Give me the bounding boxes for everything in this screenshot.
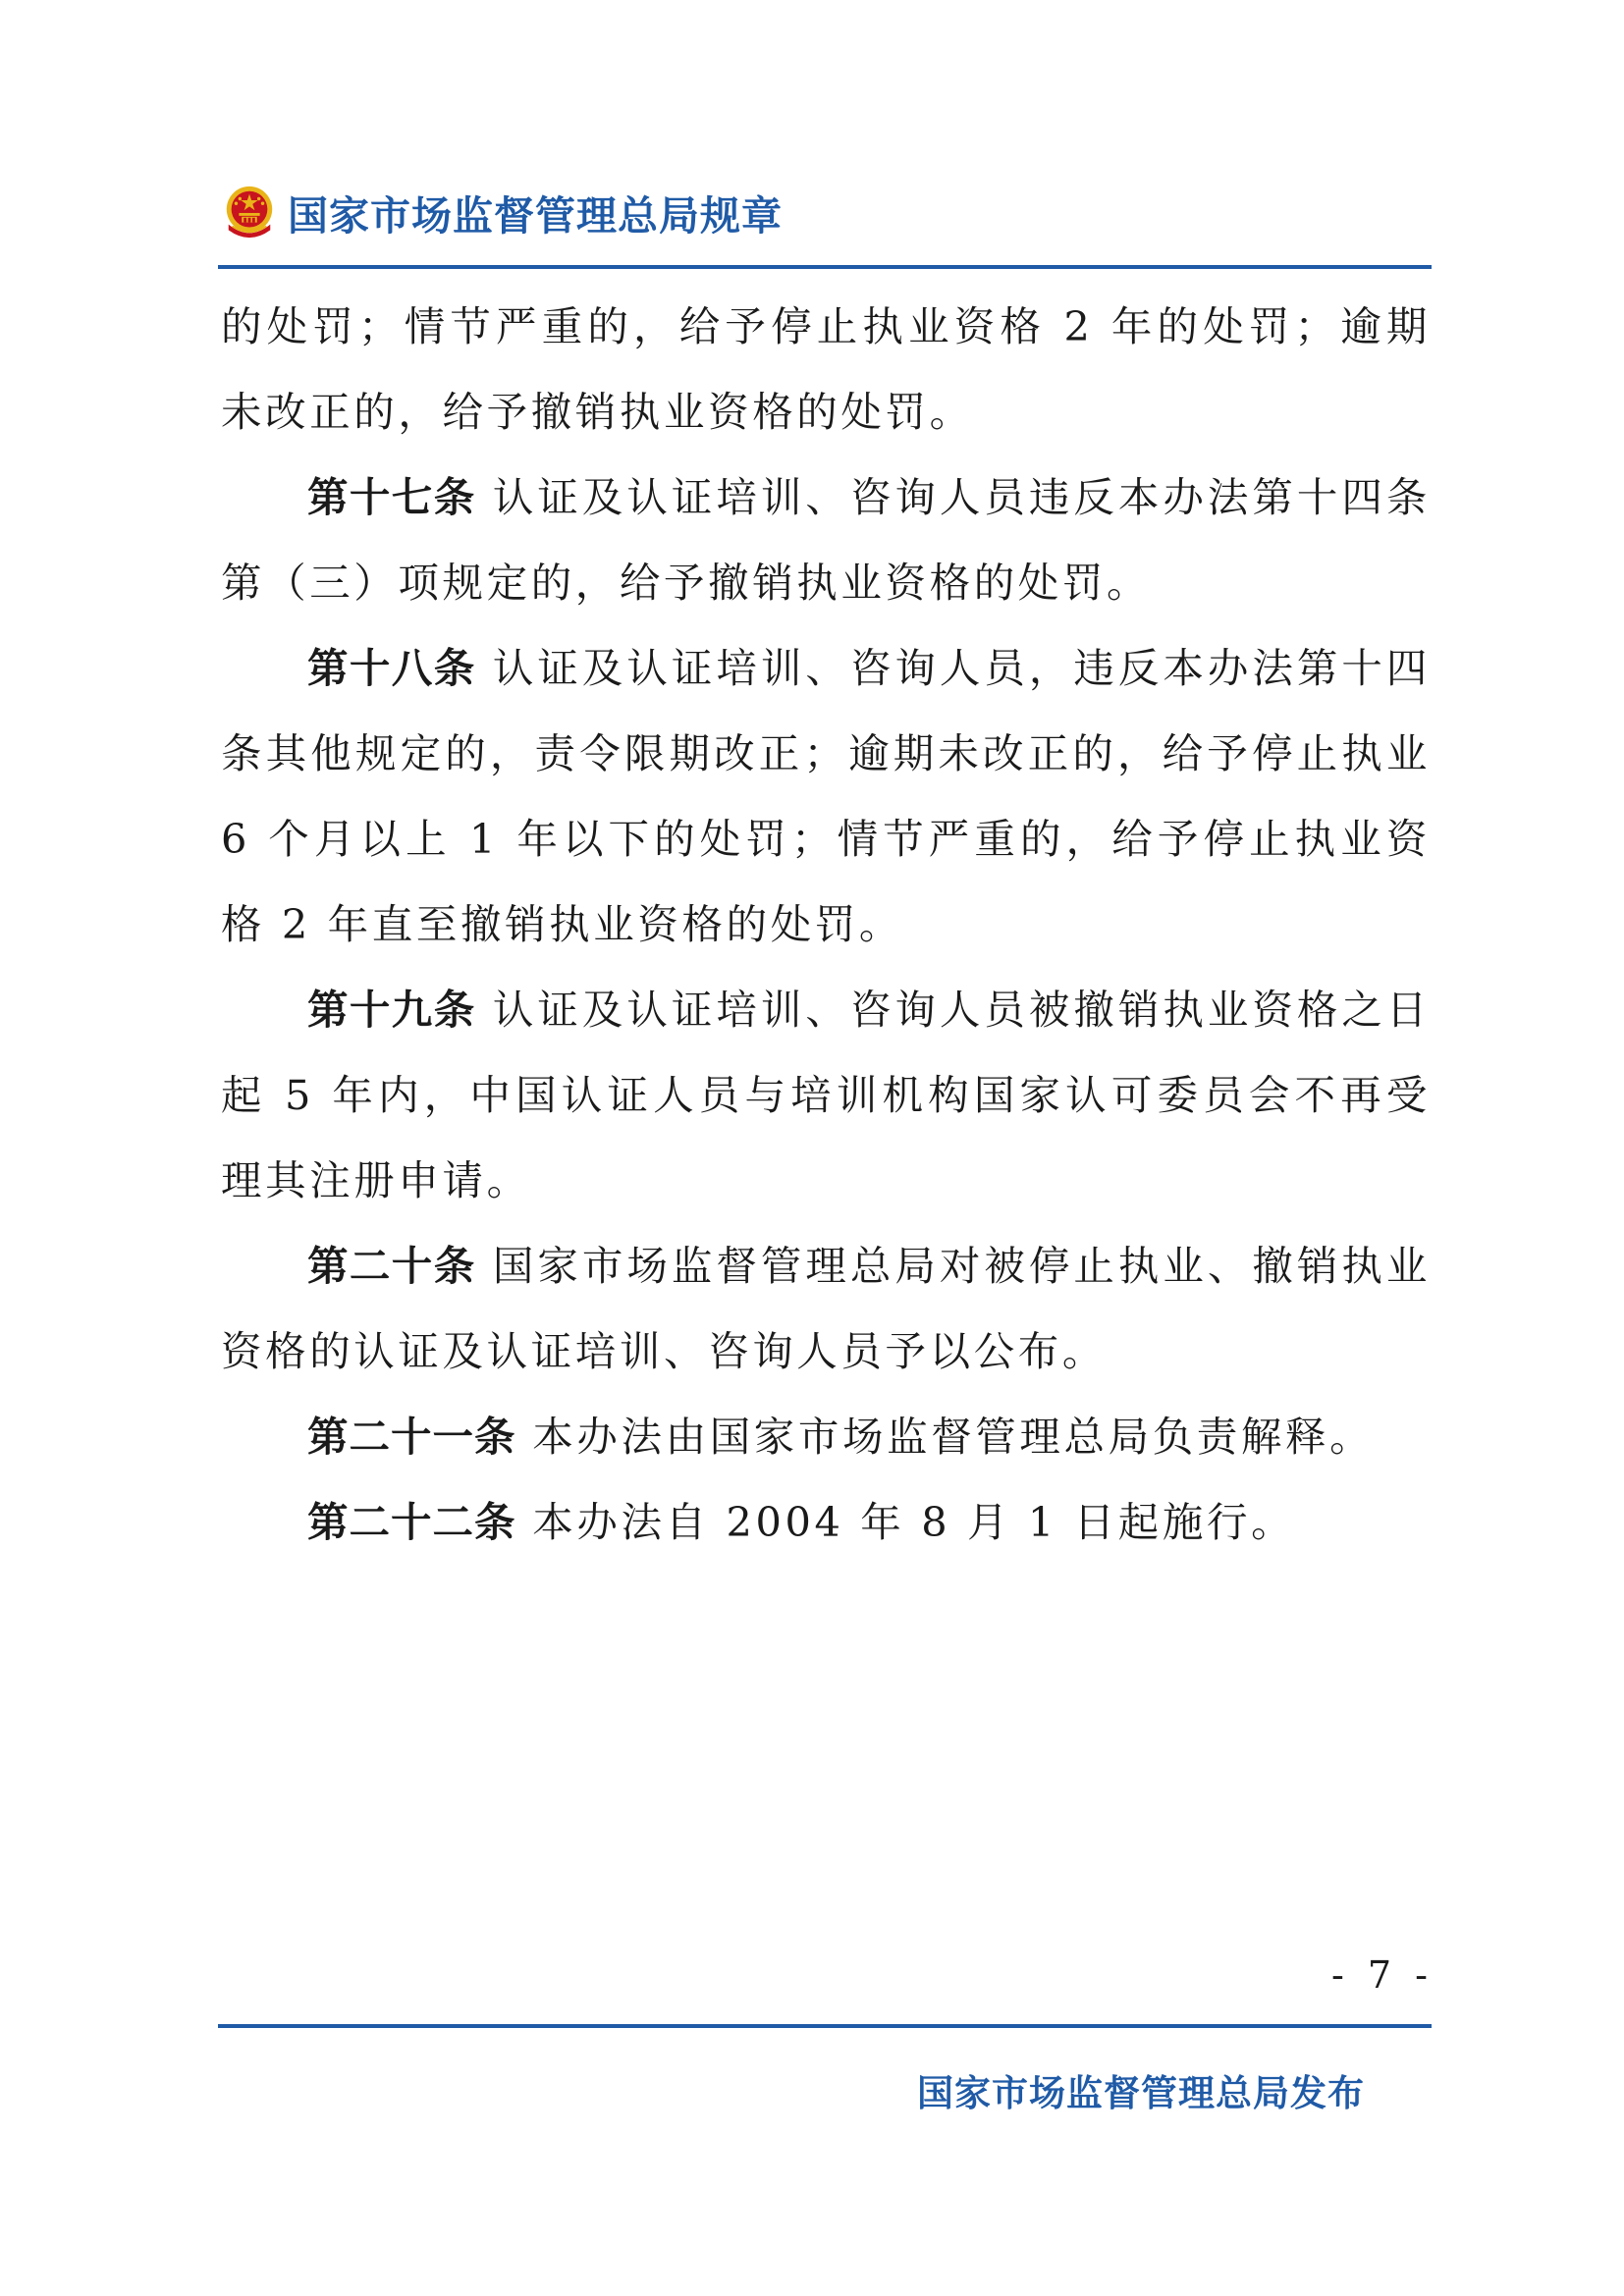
article-title: 第十九条 — [307, 986, 476, 1034]
article-text: 认证及认证培训、咨询人员被撤销执业资格之日起 5 年内，中国认证人员与培训机构国家认可委员会不再受理其注册申请。 — [221, 986, 1431, 1204]
header-title: 国家市场监督管理总局规章 — [288, 191, 783, 240]
article-22 — [221, 1479, 1431, 1565]
document-body — [221, 284, 1431, 1565]
article-title: 第二十二条 — [307, 1498, 516, 1546]
article-title: 第二十一条 — [307, 1413, 516, 1461]
article-20 — [221, 1223, 1431, 1394]
header-divider — [218, 265, 1432, 269]
article-text: 国家市场监督管理总局对被停止执业、撤销执业资格的认证及认证培训、咨询人员予以公布。 — [221, 1242, 1431, 1375]
page-header — [221, 180, 783, 244]
article-text: 认证及认证培训、咨询人员，违反本办法第十四条其他规定的，责令限期改正；逾期未改正的，给予停止执业 6 个月以上 1 年以下的处罚；情节严重的，给予停止执业资格 2 年直至撤销执业资格的处罚。 — [221, 644, 1431, 948]
page-number: - 7 - — [1330, 1953, 1434, 1997]
footer-divider — [218, 2024, 1432, 2028]
article-19 — [221, 967, 1431, 1223]
article-title: 第十七条 — [307, 473, 476, 521]
article-17 — [221, 454, 1431, 625]
article-title: 第二十条 — [307, 1242, 476, 1290]
national-emblem-icon — [221, 183, 278, 241]
footer-publisher: 国家市场监督管理总局发布 — [917, 2072, 1365, 2114]
article-text: 认证及认证培训、咨询人员违反本办法第十四条第（三）项规定的，给予撤销执业资格的处罚。 — [221, 473, 1431, 607]
article-title: 第十八条 — [307, 644, 476, 692]
article-18 — [221, 625, 1431, 967]
continuation-paragraph: 的处罚；情节严重的，给予停止执业资格 2 年的处罚；逾期未改正的，给予撤销执业资格的处罚。 — [221, 302, 1431, 436]
article-text: 本办法由国家市场监督管理总局负责解释。 — [515, 1413, 1375, 1461]
article-text: 本办法自 2004 年 8 月 1 日起施行。 — [515, 1498, 1296, 1546]
article-21 — [221, 1394, 1431, 1479]
